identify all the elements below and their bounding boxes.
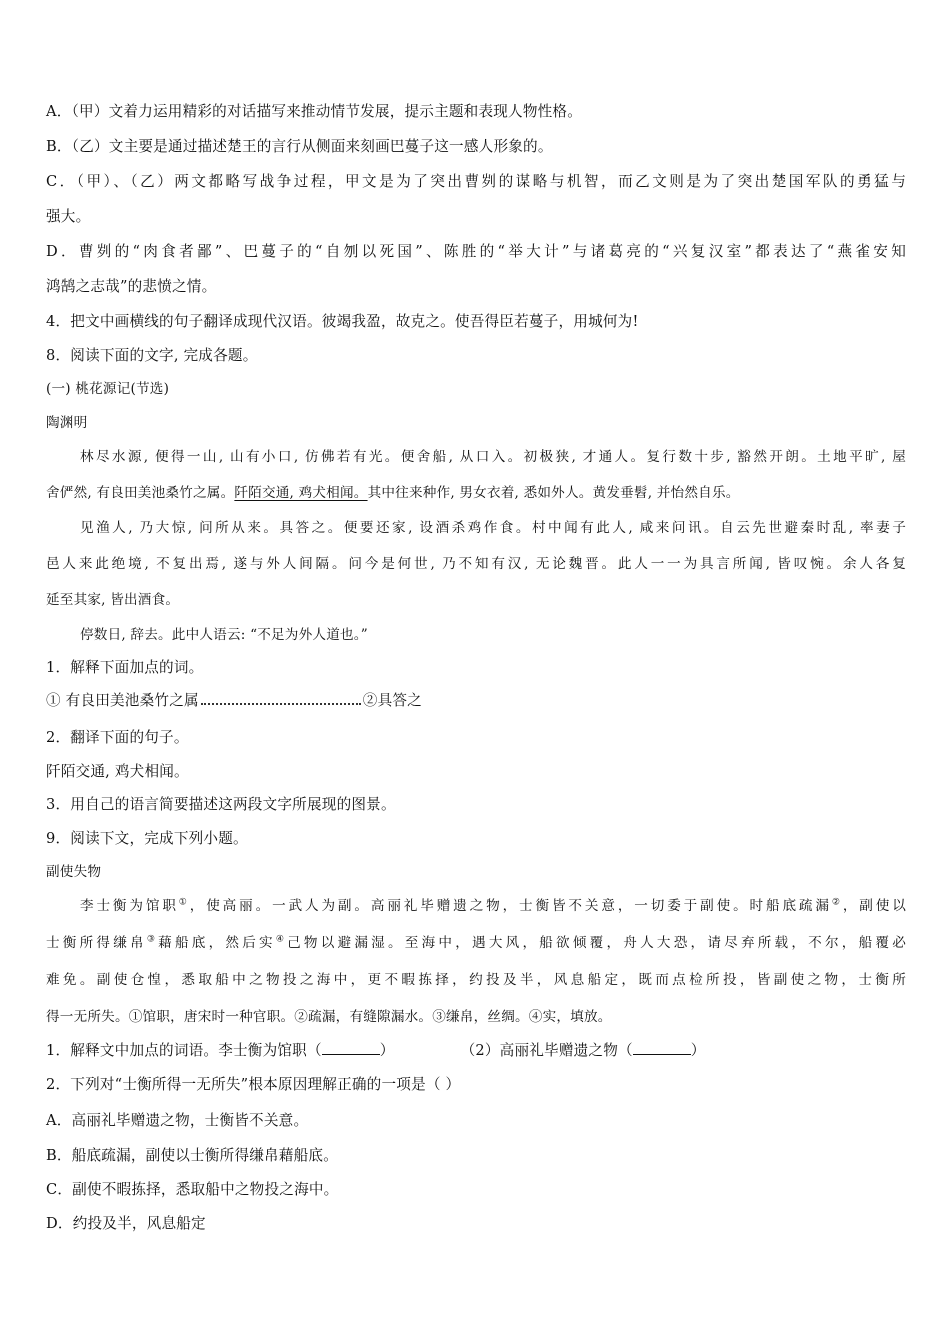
choice-d: D．约投及半，风息船定 [46, 1215, 206, 1232]
underlined-sentence: 阡陌交通, 鸡犬相闻。 [234, 485, 368, 501]
section-title-taohuayuan: (一) 桃花源记(节选) [46, 381, 170, 397]
reading-line2 [46, 933, 906, 953]
reading-line1-c: ，副使以 [842, 898, 906, 914]
q9-1-part-b: ） [379, 1042, 395, 1059]
footnote-mark-2: ② [831, 897, 843, 908]
question-4: 4．把文中画横线的句子翻译成现代汉语。彼竭我盈，故克之。使吾得臣若蔓子，用城何为! [46, 313, 639, 330]
sub-question-9-2: 2．下列对“士衡所得一无所失”根本原因理解正确的一项是（ ） [46, 1076, 461, 1093]
passage1-line2-post: 其中往来种作, 男女衣着, 悉如外人。黄发垂髫, 并怡然自乐。 [367, 485, 740, 501]
passage2-line1: 见渔人, 乃大惊, 问所从来。具答之。便要还家, 设酒杀鸡作食。村中闻有此人, 咸来问讯。自云先世避秦时乱, 率妻子 [80, 520, 906, 536]
choice-b: B．船底疏漏，副使以士衡所得缣帛藉船底。 [46, 1147, 339, 1164]
reading-line2-c: 己物以避漏湿。至海中，遇大风，船欲倾覆，舟人大恐，请尽弃所载，不尔，船覆必 [287, 935, 907, 951]
passage2-line3: 延至其家, 皆出酒食。 [46, 592, 180, 608]
reading-line1 [80, 896, 906, 916]
author: 陶渊明 [46, 415, 88, 431]
q9-1-part-c: （2）高丽礼毕赠遗之物（ [460, 1042, 633, 1059]
reading-line4: 得一无所失。①馆职，唐宋时一种官职。②疏漏，有缝隙漏水。③缣帛，丝绸。④实，填放。 [46, 1009, 612, 1025]
option-c-line1: C．（甲）、（乙）两文都略写战争过程，甲文是为了突出曹刿的谋略与机智，而乙文则是为了突出楚国军队的勇猛与 [46, 173, 906, 190]
item-1: ① 有良田美池桑竹之属 [46, 692, 199, 709]
passage1-line2 [46, 483, 906, 503]
footnote-mark-1: ① [178, 897, 190, 908]
sub-question-2: 2．翻译下面的句子。 [46, 729, 189, 746]
footnote-mark-3: ③ [146, 934, 159, 945]
option-d-line1: D．曹刿的“肉食者鄙”、巴蔓子的“自刎以死国”、陈胜的“举大计”与诸葛亮的“兴复汉室”都表达了“燕雀安知 [46, 243, 906, 260]
answer-blank-1[interactable] [322, 1040, 380, 1055]
option-a: A．（甲）文着力运用精彩的对话描写来推动情节发展，提示主题和表现人物性格。 [46, 103, 583, 120]
q9-1-part-d: ） [690, 1042, 706, 1059]
reading-line1-b: ，使高丽。一武人为副。高丽礼毕赠遗之物，士衡皆不关意，一切委于副使。时船底疏漏 [189, 898, 832, 914]
footnote-mark-4: ④ [275, 934, 288, 945]
sub-question-2-sentence: 阡陌交通, 鸡犬相闻。 [46, 763, 189, 780]
option-c-line2: 强大。 [46, 208, 91, 225]
passage2-line2: 邑人来此绝境, 不复出焉, 遂与外人间隔。问今是何世, 乃不知有汉, 无论魏晋。此人一一为具言所闻, 皆叹惋。余人各复 [46, 556, 906, 572]
sub-question-1-items [46, 691, 906, 711]
sub-question-3: 3．用自己的语言简要描述这两段文字所展现的图景。 [46, 796, 396, 813]
dotted-answer-line [201, 691, 361, 705]
choice-a: A．高丽礼毕赠遗之物，士衡皆不关意。 [46, 1112, 309, 1129]
reading-line1-a: 李士衡为馆职 [80, 898, 179, 914]
sub-question-1: 1．解释下面加点的词。 [46, 659, 204, 676]
sub-question-9-1 [46, 1040, 906, 1061]
section-title-fushi: 副使失物 [46, 864, 102, 880]
passage1-line2-pre: 舍俨然, 有良田美池桑竹之属。 [46, 485, 235, 501]
item-2: ②具答之 [362, 692, 422, 709]
choice-c: C．副使不暇拣择，悉取船中之物投之海中。 [46, 1181, 339, 1198]
question-9: 9．阅读下文，完成下列小题。 [46, 830, 248, 847]
passage1-line1: 林尽水源, 便得一山, 山有小口, 仿佛若有光。便舍船, 从口入。初极狭, 才通人。复行数十步, 豁然开朗。土地平旷, 屋 [80, 449, 906, 465]
question-8: 8．阅读下面的文字, 完成各题。 [46, 347, 258, 364]
reading-line2-b: 藉船底，然后实 [158, 935, 276, 951]
answer-blank-2[interactable] [633, 1040, 691, 1055]
option-d-line2: 鸿鹄之志哉”的悲愤之情。 [46, 278, 217, 295]
passage3-line1: 停数日, 辞去。此中人语云: “不足为外人道也。” [80, 627, 368, 643]
q9-1-part-a: 1．解释文中加点的词语。李士衡为馆职（ [46, 1042, 322, 1059]
reading-line2-a: 士衡所得缣帛 [46, 935, 147, 951]
option-b: B．（乙）文主要是通过描述楚王的言行从侧面来刻画巴蔓子这一感人形象的。 [46, 138, 553, 155]
reading-line3: 难免。副使仓惶，悉取船中之物投之海中，更不暇拣择，约投及半，风息船定，既而点检所投，皆副使之物，士衡所 [46, 972, 906, 988]
